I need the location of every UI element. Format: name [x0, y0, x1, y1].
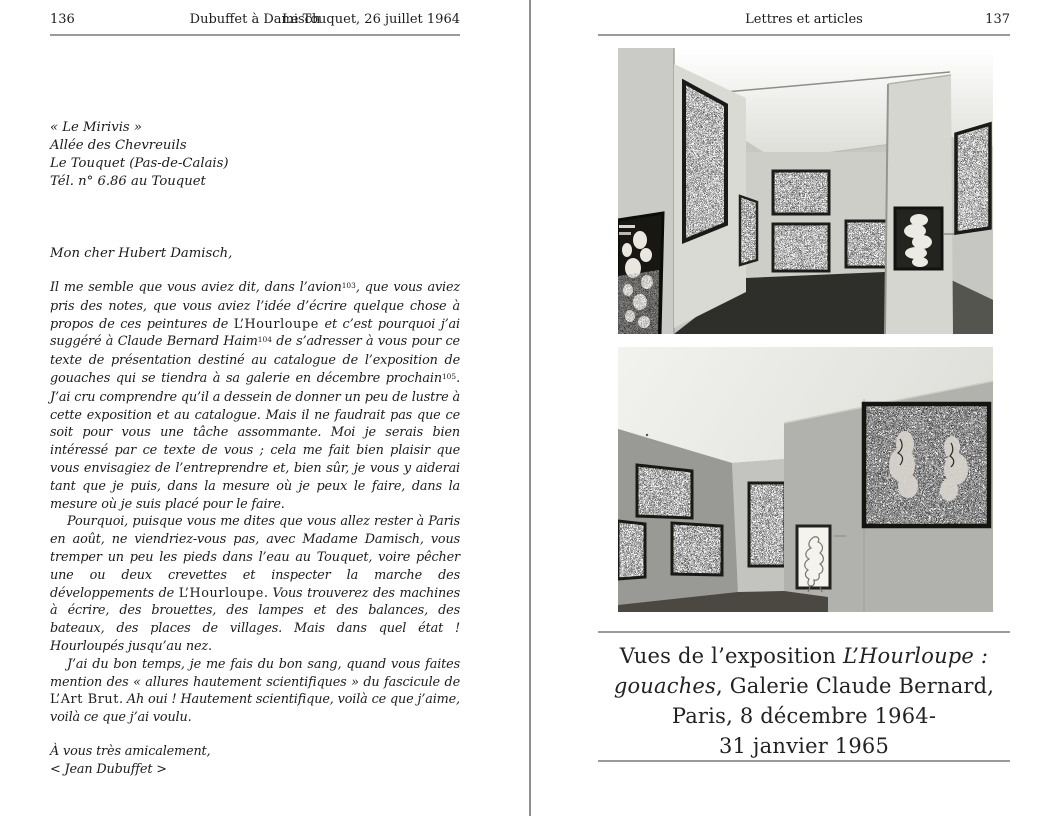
running-title-left: Dubuffet à Damisch [189, 12, 321, 27]
address-line-2: Allée des Chevreuils [50, 138, 187, 153]
page-gutter-divider [529, 0, 531, 816]
running-head-left [50, 12, 460, 30]
address-line-1: « Le Mirivis » [50, 120, 142, 135]
address-line-3: Le Touquet (Pas-de-Calais) [50, 156, 229, 171]
caption-rule-bottom [598, 760, 1010, 762]
caption-rule-top [598, 631, 1010, 633]
header-rule-left [50, 34, 460, 36]
running-head-right [598, 12, 1010, 30]
sender-address-block [50, 119, 229, 191]
letter-closing [50, 743, 460, 779]
letter-paragraph-1: Il me semble que vous aviez dit, dans l’avion$^{103}$, que vous aviez pris des notes, que vous aviez l’idée d’écrire quelque chose à propos de ces peintures de L’Hourloupe et c’est pourquoi j’ai suggéré à Claude Bernard Haim$^{104}$ de s’adresser à vous pour ce texte de présentation destiné au catalogue de l’exposition de gouaches qui se tiendra à sa galerie en décembre prochain$^{105}$. J’ai cru comprendre qu’il a dessein de donner un peu de lustre à cette exposition et au catalogue. Mais il ne faudrait pas que ce soit pour vous une tâche assommante. Moi je serais bien intéressé par ce texte de vous ; cela me fait bien plaisir que vous envisagiez de l’entreprendre et, bien sûr, je vous y aiderai tant que je puis, dans la mesure où je peux le faire, dans la mesure où je suis placé pour le faire. [50, 280, 460, 512]
salutation: Mon cher Hubert Damisch, [50, 246, 233, 261]
signature: < Jean Dubuffet > [50, 761, 167, 777]
exhibition-photo-2 [618, 347, 993, 612]
address-line-4: Tél. n° 6.86 au Touquet [50, 174, 206, 189]
closing-formula: À vous très amicalement, [50, 743, 211, 759]
exhibition-photo-1 [618, 48, 993, 334]
letter-body [50, 279, 460, 779]
letter-paragraph-2: Pourquoi, puisque vous me dites que vous allez rester à Paris en août, ne viendriez-vous pas, avec Madame Damisch, vous tremper un peu les pieds dans l’eau au Touquet, voire pêcher une ou deux crevettes et inspecter la marche des développements de L’Hourloupe. Vous trouverez des machines à écrire, des brouettes, des lampes et des balances, des bateaux, des places de villages. Mais dans quel état ! Hourloupés jusqu’au nez. [50, 514, 460, 654]
running-date: Le Touquet, 26 juillet 1964 [282, 12, 460, 27]
exhibition-caption: Vues de l’exposition L’Hourloupe : gouaches, Galerie Claude Bernard, Paris, 8 décembre 1964- 31 janvier 1965 [613, 644, 995, 758]
page-left [50, 0, 460, 816]
running-title-right: Lettres et articles [745, 12, 863, 27]
page-number-left: 136 [50, 12, 75, 27]
header-rule-right [598, 34, 1010, 36]
letter-paragraph-3: J’ai du bon temps, je me fais du bon sang, quand vous faites mention des « allures hautement scientifiques » du fascicule de L’Art Brut. Ah oui ! Hautement scientifique, voilà ce que j’aime, voilà ce que j’ai voulu. [50, 656, 460, 726]
page-number-right: 137 [985, 12, 1010, 27]
page-right [598, 0, 1010, 816]
